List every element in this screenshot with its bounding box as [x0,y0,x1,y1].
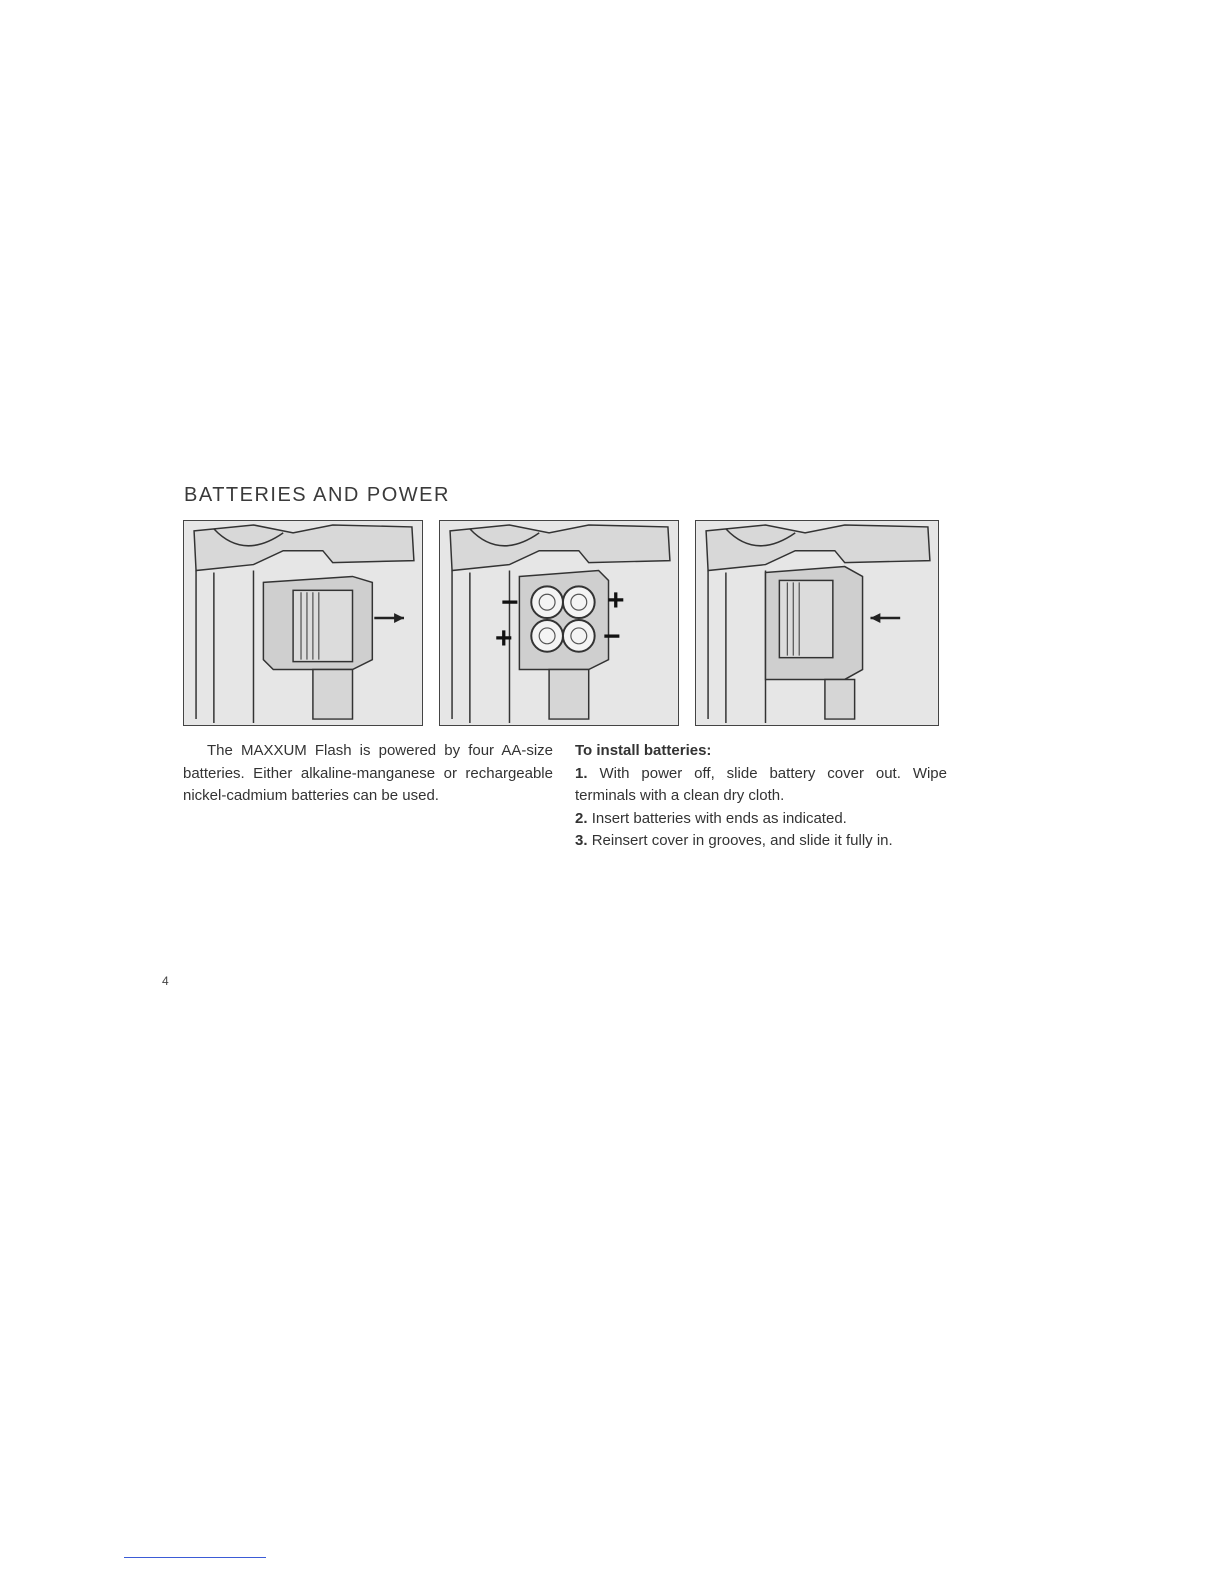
step-text: With power off, slide battery cover out. Wipe terminals with a clean dry cloth. [575,764,947,804]
instructions-title: To install batteries: [575,742,712,759]
flash-unit-cover-out-illustration [184,521,422,725]
figure-insert-batteries [439,520,679,726]
intro-column [183,740,553,808]
section-heading: BATTERIES AND POWER [184,484,450,506]
flash-unit-cover-in-illustration [696,521,938,725]
step-number: 2. [575,809,588,827]
polarity-label: + [607,584,625,617]
instructions-column [575,740,947,853]
instruction-step [575,808,947,831]
illustration-strip [183,520,939,726]
step-text: Insert batteries with ends as indicated. [591,809,847,827]
polarity-label: − [603,620,621,653]
instruction-step [575,830,947,853]
footnote-rule [124,1557,266,1558]
step-number: 3. [575,832,588,849]
battery-compartment-illustration [440,521,678,725]
polarity-label: + [495,622,513,655]
page-number: 4 [162,974,169,988]
polarity-label: − [501,586,519,619]
step-number: 1. [575,764,588,782]
figure-slide-cover-out [183,520,423,726]
step-text: Reinsert cover in grooves, and slide it fully in. [591,832,893,849]
figure-slide-cover-in [695,520,939,726]
intro-paragraph: The MAXXUM Flash is powered by four AA-size batteries. Either alkaline-manganese or rechargeable nickel-cadmium batteries can be used. [183,742,553,804]
instruction-step [575,763,947,808]
